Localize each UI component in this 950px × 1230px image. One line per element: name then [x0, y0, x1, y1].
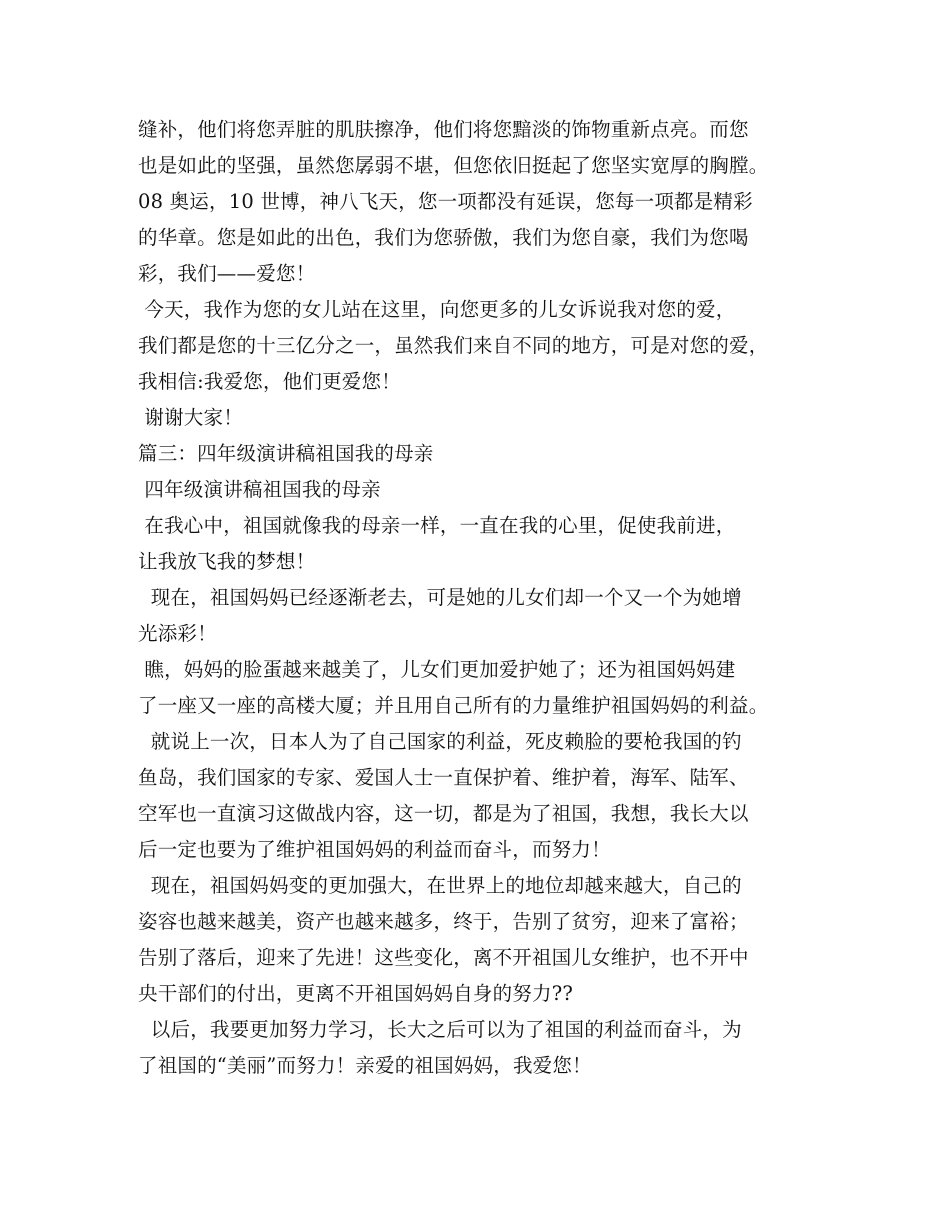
- text-line: 现在，祖国妈妈已经逐渐老去，可是她的儿女们却一个又一个为她增: [138, 586, 742, 609]
- text-line: 谢谢大家！: [138, 406, 243, 429]
- text-line: 在我心中，祖国就像我的母亲一样，一直在我的心里，促使我前进，: [138, 514, 736, 537]
- article-title: 四年级演讲稿祖国我的母亲: [138, 478, 381, 501]
- text-line: 告别了落后，迎来了先进！这些变化，离不开祖国儿女维护，也不开中: [138, 946, 749, 969]
- text-line: 光添彩！: [138, 622, 217, 645]
- text-line: 空军也一直演习这做战内容，这一切，都是为了祖国，我想，我长大以: [138, 802, 749, 825]
- text-line: 了一座又一座的高楼大厦；并且用自己所有的力量维护祖国妈妈的利益。: [138, 694, 769, 717]
- text-line: 彩，我们——爱您！: [138, 262, 316, 285]
- text-line: 后一定也要为了维护祖国妈妈的利益而奋斗，而努力！: [138, 838, 611, 861]
- text-line: 以后，我要更加努力学习，长大之后可以为了祖国的利益而奋斗，为: [138, 1018, 742, 1041]
- text-line: 让我放飞我的梦想！: [138, 550, 316, 573]
- section-heading: 篇三：四年级演讲稿祖国我的母亲: [138, 442, 434, 465]
- text-line: 央干部们的付出，更离不开祖国妈妈自身的努力??: [138, 982, 574, 1005]
- text-line: 就说上一次，日本人为了自己国家的利益，死皮赖脸的要枪我国的钓: [138, 730, 742, 753]
- text-line: 08 奥运，10 世博，神八飞天，您一项都没有延误，您每一项都是精彩: [138, 190, 753, 213]
- text-line: 缝补，他们将您弄脏的肌肤擦净，他们将您黯淡的饰物重新点亮。而您: [138, 118, 749, 141]
- text-line: 现在，祖国妈妈变的更加强大，在世界上的地位却越来越大，自己的: [138, 874, 742, 897]
- text-line: 我相信:我爱您，他们更爱您！: [138, 370, 401, 393]
- text-line: 姿容也越来越美，资产也越来越多，终于，告别了贫穷，迎来了富裕；: [138, 910, 749, 933]
- text-line: 我们都是您的十三亿分之一，虽然我们来自不同的地方，可是对您的爱，: [138, 334, 769, 357]
- text-line: 也是如此的坚强，虽然您孱弱不堪，但您依旧挺起了您坚实宽厚的胸膛。: [138, 154, 769, 177]
- text-line: 了祖国的“美丽”而努力！亲爱的祖国妈妈，我爱您！: [138, 1054, 592, 1077]
- text-line: 瞧，妈妈的脸蛋越来越美了，儿女们更加爱护她了；还为祖国妈妈建: [138, 658, 736, 681]
- text-line: 的华章。您是如此的出色，我们为您骄傲，我们为您自豪，我们为您喝: [138, 226, 749, 249]
- text-line: 鱼岛，我们国家的专家、爱国人士一直保护着、维护着，海军、陆军、: [138, 766, 749, 789]
- text-line: 今天，我作为您的女儿站在这里，向您更多的儿女诉说我对您的爱，: [138, 298, 736, 321]
